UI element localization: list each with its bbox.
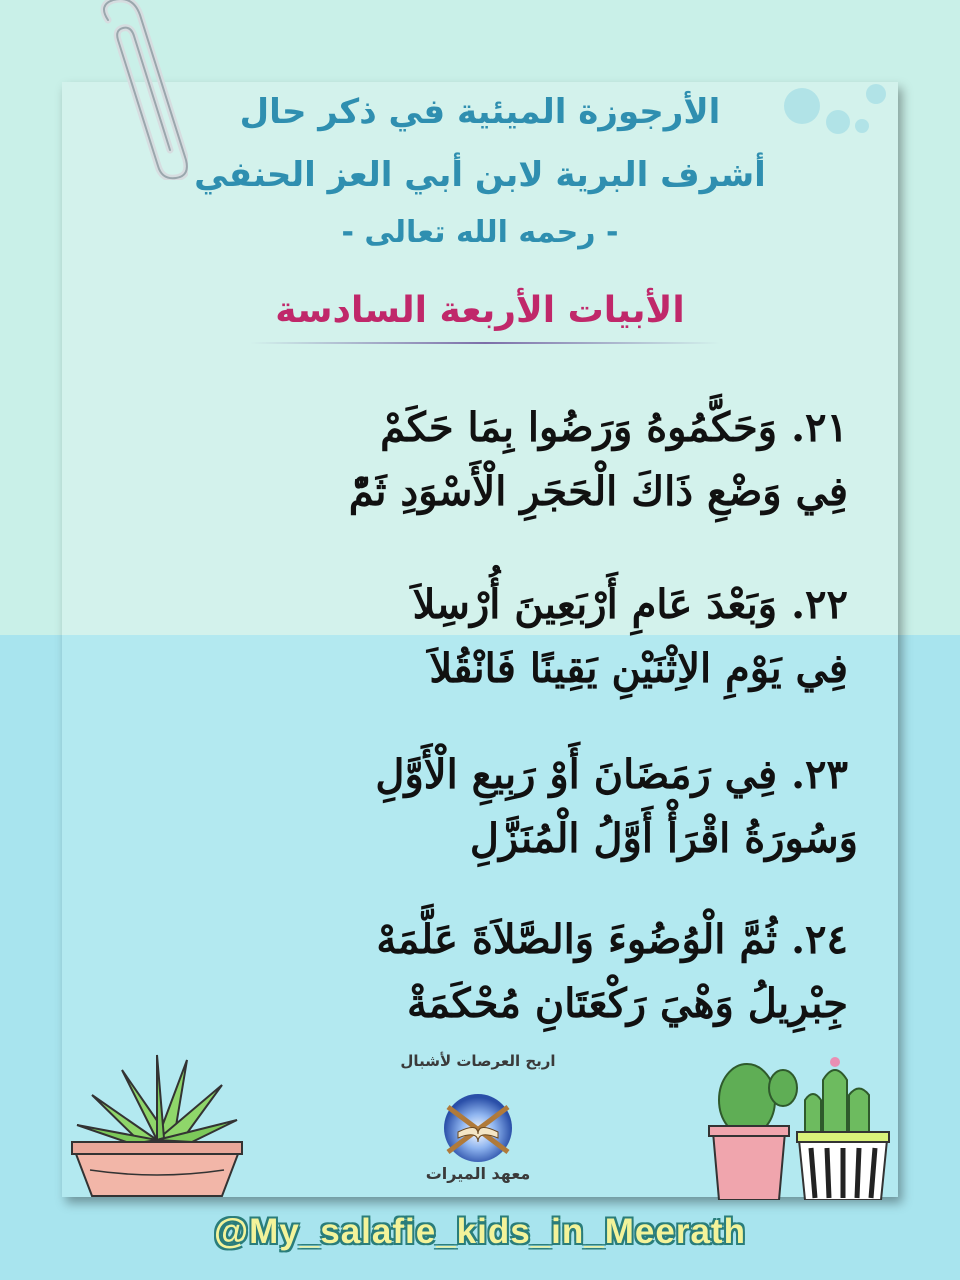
verse-22-line-2: فِي يَوْمِ الاِثْنَيْنِ يَقِينًا فَانْقُلاَ	[429, 645, 848, 692]
verse-number: ٢٢.	[791, 581, 848, 628]
verse-21	[349, 396, 848, 524]
logo-bottom-text: معهد الميرات	[425, 1164, 531, 1183]
social-handle: @My_salafie_kids_in_Meerath	[214, 1212, 746, 1251]
succulent-pot-icon	[62, 1050, 252, 1200]
paperclip-icon	[78, 0, 188, 180]
logo-top-text: اربح العرصات لأشبال	[400, 1052, 556, 1070]
institute-logo	[388, 1052, 568, 1192]
verse-23	[375, 743, 858, 871]
verse-24-line-1	[376, 908, 848, 972]
verse-text: فِي رَمَضَانَ أَوْ رَبِيعِ الْأَوَّلِ	[375, 751, 778, 798]
verse-23-line-2: وَسُورَةُ اقْرَأْ أَوَّلُ الْمُنَزَّلِ	[469, 815, 858, 862]
verse-22	[413, 573, 848, 701]
verse-number: ٢٣.	[791, 751, 848, 798]
verse-text: ثُمَّ الْوُضُوءَ وَالصَّلاَةَ عَلَّمَهْ	[376, 916, 778, 963]
section-title-underline	[250, 342, 720, 344]
header-line-2: أشرف البرية لابن أبي العز الحنفي	[194, 155, 766, 195]
verse-24-line-2: جِبْرِيلُ وَهْيَ رَكْعَتَانِ مُحْكَمَةْ	[406, 980, 848, 1027]
verse-21-line-2: فِي وَضْعِ ذَاكَ الْحَجَرِ الْأَسْوَدِ ثَمّْ	[348, 468, 848, 515]
verse-text: وَبَعْدَ عَامِ أَرْبَعِينَ أُرْسِلاَ	[412, 581, 778, 628]
verse-23-line-1	[375, 743, 848, 807]
verse-text: وَحَكَّمُوهُ وَرَضُوا بِمَا حَكَمْ	[380, 404, 778, 451]
verse-number: ٢١.	[791, 404, 848, 451]
verse-22-line-1	[413, 573, 848, 637]
cactus-pots-icon	[705, 1040, 895, 1200]
verse-24	[376, 908, 848, 1036]
header-line-3: - رحمه الله تعالى -	[341, 215, 619, 250]
verse-21-line-1	[349, 396, 848, 460]
header-line-1: الأرجوزة الميئية في ذكر حال	[239, 92, 721, 132]
section-title: الأبيات الأربعة السادسة	[275, 290, 685, 331]
verse-number: ٢٤.	[791, 916, 848, 963]
